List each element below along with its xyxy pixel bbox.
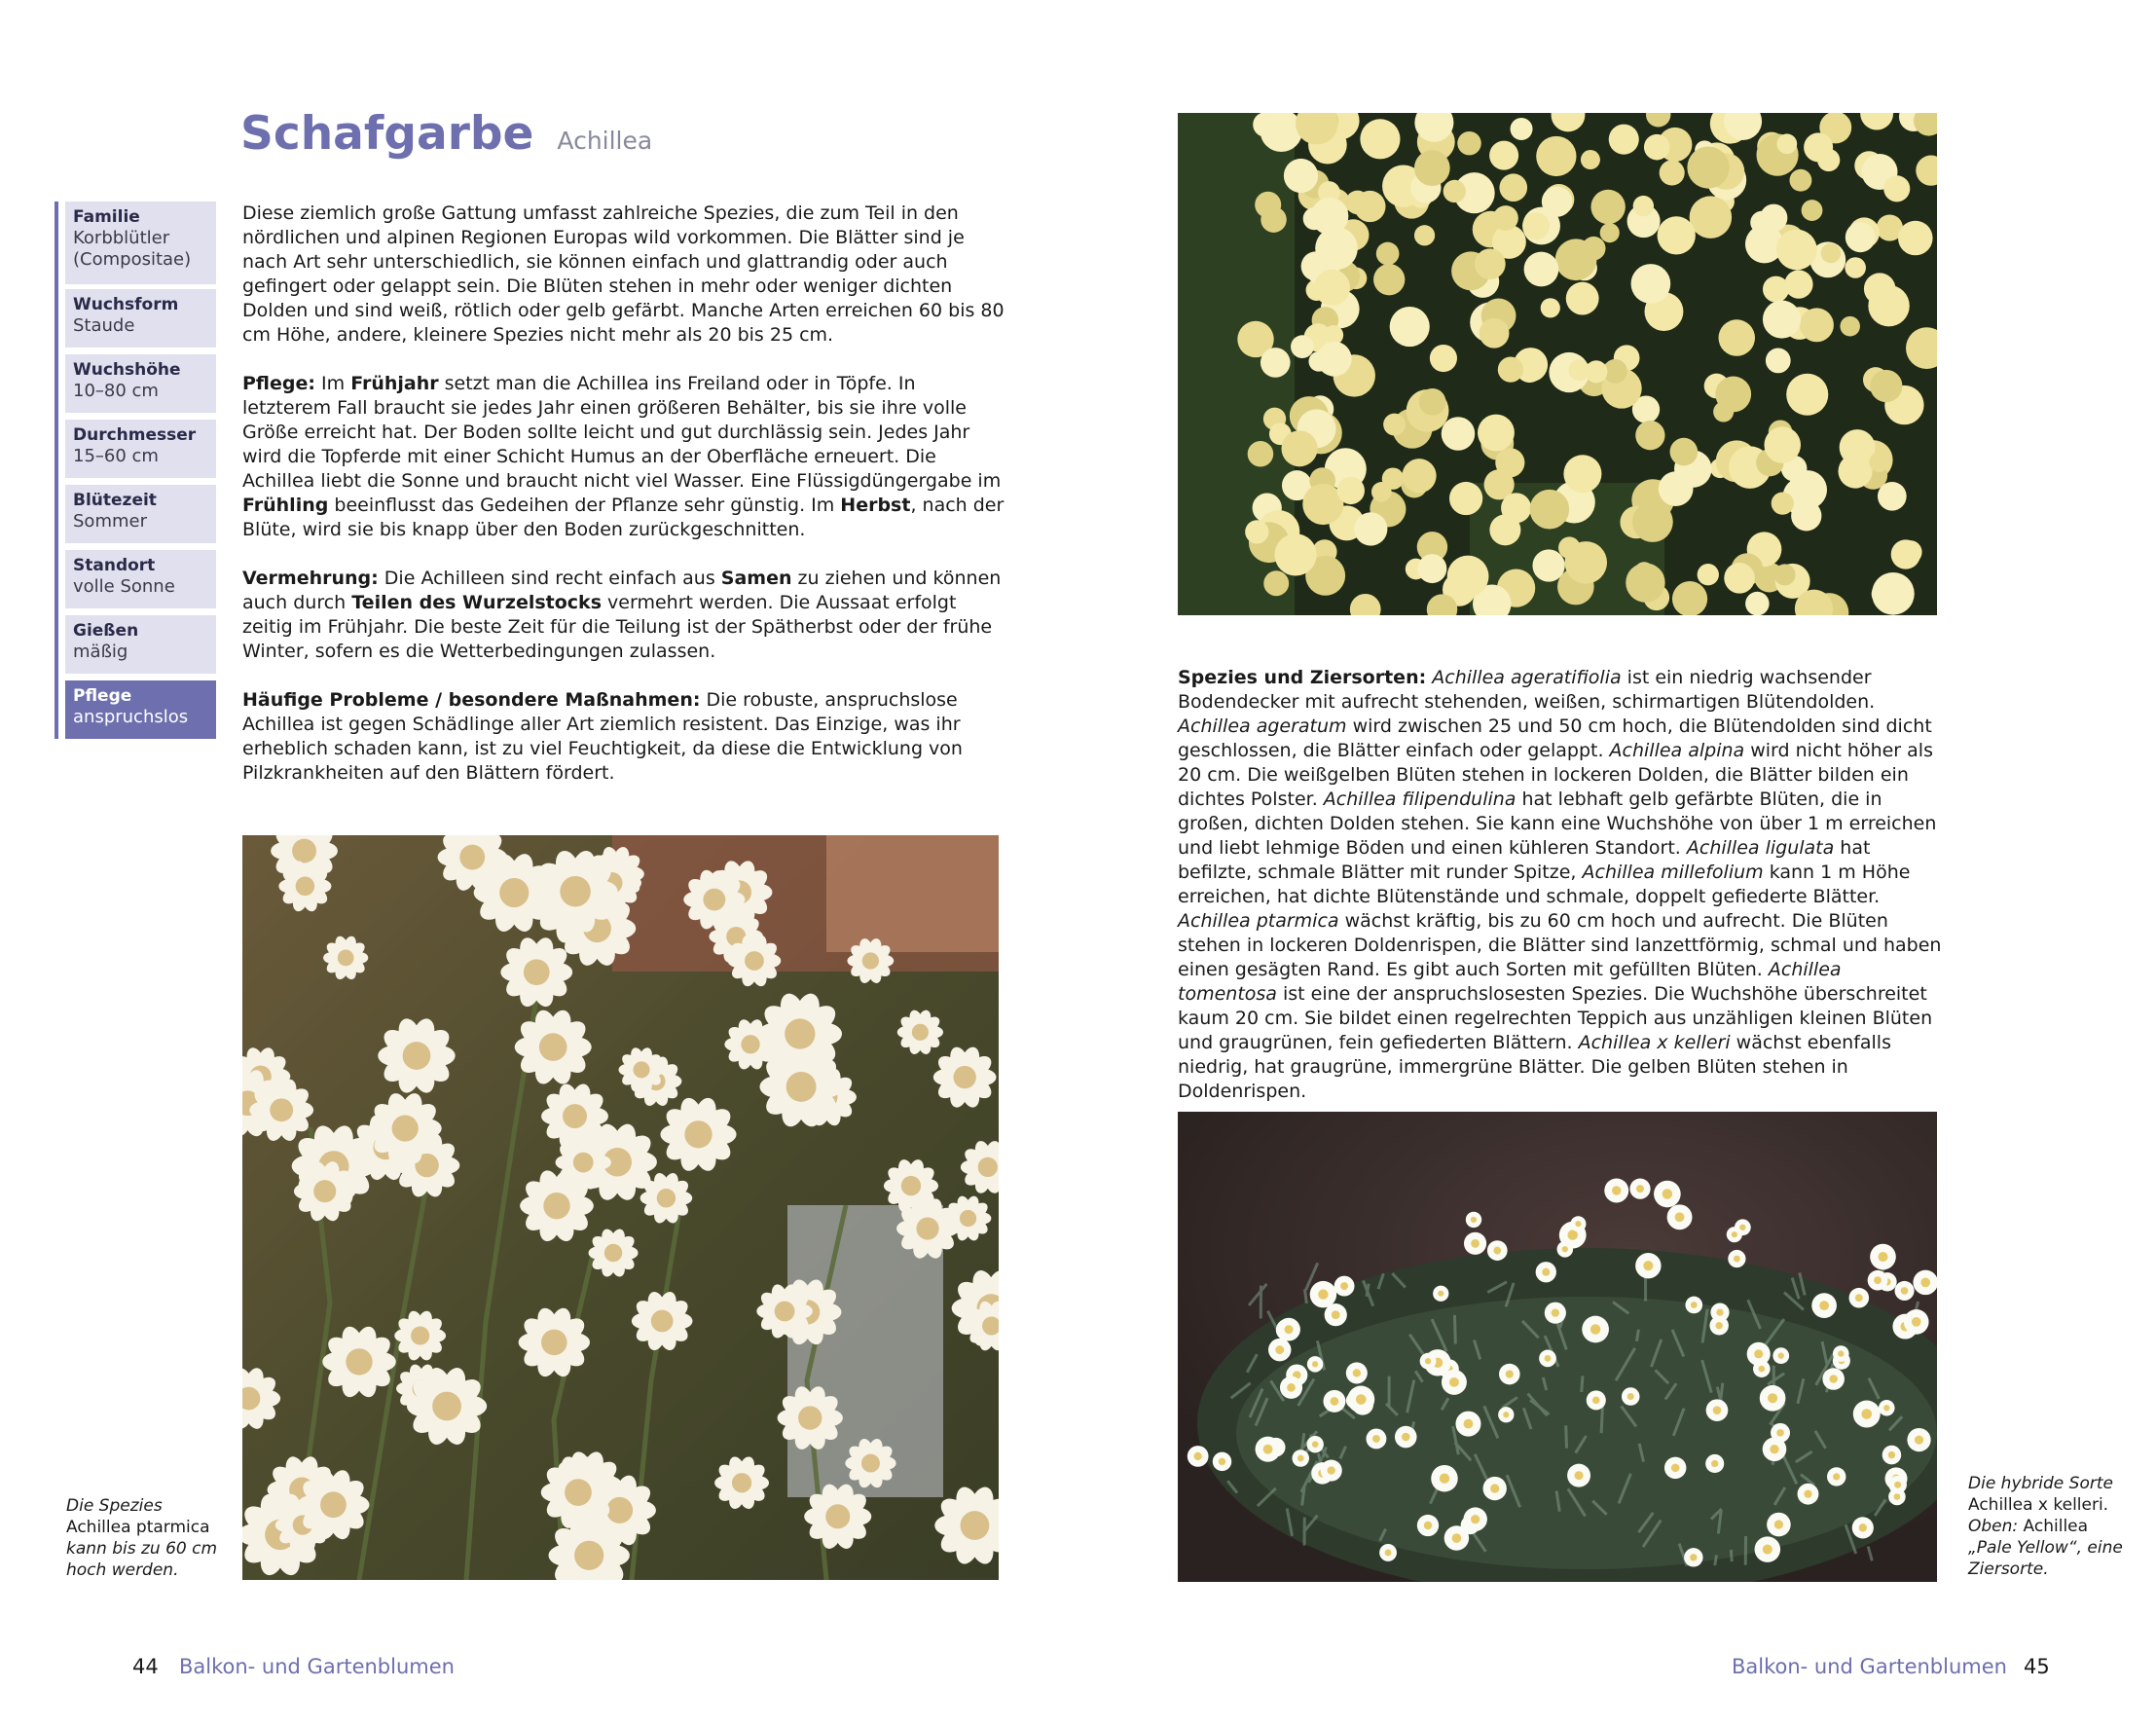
leaf [1367,1284,1369,1297]
flower-cluster [1566,282,1599,315]
spezies-label: Spezies und Ziersorten: [1178,667,1427,688]
daisy [1346,1362,1368,1383]
flower-cluster [1563,455,1601,493]
daisy [1487,1240,1508,1261]
bold-term: Teilen des Wurzelstocks [351,592,603,613]
info-label: Gießen [73,621,139,641]
info-label: Wuchsform [73,295,179,314]
flower-cluster [1530,490,1570,530]
daisy [1879,1400,1895,1416]
flower-cluster [1644,134,1670,161]
info-value: mäßig [73,642,128,662]
daisy [1321,1459,1342,1481]
daisy [1667,1204,1693,1230]
flower-cluster [1360,119,1400,159]
daisy [1395,1426,1417,1449]
info-label: Wuchshöhe [73,360,181,380]
flower-cluster [1766,349,1791,374]
daisy [1760,1385,1786,1412]
text-run: zu ziehen und können auch durch [242,568,1002,613]
text-run: Im [314,373,351,394]
daisy [1755,1536,1781,1562]
flower-cluster [1261,348,1291,378]
flower-cluster [1541,298,1560,317]
flower-cluster [1585,360,1607,383]
flower-cluster [1274,533,1316,575]
flower-cluster [1872,572,1915,615]
daisy [1849,1288,1870,1308]
daisy [1499,1364,1520,1385]
intro-paragraph: Diese ziemlich große Gattung umfasst zahlreiche Spezies, die zum Teil in den nördlichen und alpinen Regionen Europas wild vorkommen. Die Blätter sind je nach Art sehr unterschiedlich, sie können einfach und glattrandig oder auch gefingert oder gelappt sein. Die Blüten stehen in mehr oder weniger dichten Dolden und sind weiß, rötlich oder gelb gefärbt. Manche Arten erreichen 60 bis 80 cm Höhe, andere, kleinere Spezies nicht mehr als 20 bis 25 cm. [242,202,1005,346]
pflege-paragraph [242,372,1006,542]
text-run: Die robuste, anspruchslose Achillea ist gegen Schädlinge aller Art ziemlich resistent. Das Einzige, was ihr erheblich schaden kann, ist zu viel Feuchtigkeit, da diese die Entwicklung von Pilzkrankheiten auf den Blättern fördert. [242,689,963,784]
daisy [1747,1342,1771,1366]
daisy [1771,1423,1790,1443]
title-latin: Achillea [557,127,653,155]
photo-daisy-cushion [1178,1112,1937,1582]
running-head-left: Balkon- und Gartenblumen [179,1655,455,1678]
daisy [1882,1446,1902,1465]
info-box-giessen [65,615,216,674]
caption-text: Die hybride Sorte [1968,1474,2113,1493]
daisy [1545,1303,1566,1324]
left-column-text [242,202,1006,810]
flower-cluster [1804,132,1833,162]
info-value: 15–60 cm [73,446,159,466]
info-box-wuchsform [65,289,216,348]
daisy [1292,1450,1309,1467]
flower-cluster [1475,248,1506,279]
photo-white-flowers [242,835,999,1580]
flower-cluster [1478,415,1515,452]
species-name: Achillea tomentosa [1178,959,1842,1005]
daisy [1379,1544,1397,1561]
photo-achillea-pale-yellow [1178,113,1937,615]
text-run: hat befilzte, schmale Blätter mit runder Spitze, [1178,837,1871,883]
info-value: volle Sonne [73,576,175,597]
right-column-text [1178,666,1942,1128]
daisy [1307,1356,1323,1372]
spezies-paragraph [1178,666,1942,1104]
flower-cluster [1536,136,1576,176]
flower-cluster [1248,441,1274,467]
daisy [1772,1347,1789,1364]
info-value: Staude [73,315,135,336]
text-run: beeinflusst das Gedeihen der Pflanze sehr günstig. Im [328,495,841,516]
flower-cluster [1763,300,1801,338]
info-box-standort [65,550,216,608]
daisy [1706,1399,1729,1421]
flower-cluster [1840,316,1860,337]
text-run: , nach der Blüte, wird sie bis knapp über den Boden zurückgeschnitten. [242,495,1005,540]
flower-cluster [1532,549,1564,581]
flower-cluster [1542,186,1572,216]
flower-cluster [1763,276,1789,303]
flower-cluster [1786,374,1828,416]
species-name: Achillea ageratum [1178,716,1347,737]
info-value: Sommer [73,511,147,532]
text-run: wächst ebenfalls niedrig, hat graugrüne, immergrüne Blätter. Die gelben Blüten stehen in Doldenrispen. [1178,1032,1891,1102]
caption-text: kann bis zu 60 cm hoch werden. [66,1539,218,1580]
daisy [1604,1179,1628,1203]
daisy [1442,1370,1467,1395]
info-label: Standort [73,556,156,575]
daisy [1654,1181,1681,1208]
daisy [1798,1484,1819,1505]
flower-cluster [1883,175,1910,202]
caption-text: „Pale Yellow“, eine Ziersorte. [1968,1538,2123,1579]
flower-cluster [1489,141,1518,170]
daisy [1868,1270,1888,1291]
info-box-wuchshoehe [65,354,216,413]
flower-cluster [1337,477,1365,504]
daisy [1664,1457,1686,1479]
caption-species: Achillea ptarmica [66,1518,210,1537]
flower-cluster [1354,512,1387,545]
flower-cluster [1499,173,1527,202]
daisy [1417,1515,1439,1536]
flower-cluster [1631,264,1671,304]
text-run: ist eine der anspruchslosesten Spezies. Die Wuchshöhe überschreitet kaum 20 cm. Sie bildet einen regelrechten Teppich aus unzähligen kleinen Blüten und graugrünen, fein gefiederten Blättern. [1178,983,1933,1053]
daisy [1277,1318,1300,1341]
daisy [1431,1465,1458,1492]
flower-cluster [1590,190,1625,224]
pflege-label: Pflege: [242,373,315,394]
flower-cluster [1670,438,1699,466]
flower-cluster [1838,455,1872,489]
caption-species: Achillea x kelleri. [1968,1495,2109,1515]
daisy [1895,1281,1915,1301]
leaf [1304,1289,1306,1303]
flower-cluster [1687,146,1729,188]
info-label: Blütezeit [73,491,157,510]
flower-cluster [1660,160,1685,185]
flower-cluster [1878,482,1907,511]
flower-cluster [1414,225,1435,245]
daisy [1635,1253,1661,1278]
photo-achillea-ptarmica [242,835,999,1580]
flower-cluster [1457,131,1480,155]
daisy [1827,1467,1845,1486]
flower-cluster [1868,285,1909,326]
caption-text: Die Spezies [66,1496,163,1516]
flower-cluster [1564,541,1607,584]
flower-cluster [1600,223,1620,242]
flower-cluster [1373,264,1405,295]
flower-cluster [1672,581,1707,615]
species-name: Achillea ptarmica [1178,910,1339,932]
flower-cluster [1417,554,1446,583]
flower-cluster [1442,417,1476,451]
text-run: Die Achilleen sind recht einfach aus [378,568,721,589]
daisy [1347,1386,1374,1413]
daisy [1567,1464,1590,1487]
daisy [1709,1316,1728,1335]
info-box-durchmesser [65,420,216,478]
daisy [1684,1548,1702,1566]
daisy [1582,1316,1609,1343]
flower-cluster [1345,191,1370,215]
daisy [1557,1241,1574,1258]
daisy [1622,1387,1640,1406]
daisy [1256,1437,1281,1462]
leaf [1454,1315,1455,1344]
flower-cluster [1480,318,1510,349]
flower-cluster [1719,319,1756,356]
leaf [1566,1425,1567,1448]
leaf [1731,1550,1732,1561]
photo-achillea-kelleri [1178,1112,1937,1582]
page-number-left: 44 [132,1655,159,1678]
daisy [1455,1412,1480,1437]
flower-cluster [1376,242,1400,266]
flower-cluster [1581,150,1600,169]
flower-cluster [1245,520,1268,543]
text-run: wird zwischen 25 und 50 cm hoch, die Blütendolden sind dicht geschlossen, die Blätter einfach oder gelappt. [1178,716,1932,761]
daisy [1366,1429,1386,1450]
leaf [1715,1555,1717,1565]
daisy [1853,1401,1881,1428]
flower-cluster [1317,342,1352,377]
probleme-label: Häufige Probleme / besondere Maßnahmen: [242,689,701,711]
daisy [1685,1297,1702,1314]
flower-cluster [1582,237,1606,261]
flower-cluster [1764,426,1801,463]
flower-cluster [1414,150,1450,186]
flower-cluster [1659,471,1694,506]
flower-cluster [1658,216,1696,254]
daisy [1907,1428,1930,1451]
flower-cluster [1449,482,1482,515]
flower-cluster [1745,592,1770,615]
caption-text: Oben: [1968,1517,2024,1536]
daisy [1728,1250,1745,1267]
flower-cluster [1784,270,1812,298]
flower-cluster [1870,370,1902,402]
flower-cluster [1261,206,1287,233]
daisy [1587,1390,1606,1410]
daisy [1570,1216,1586,1231]
flower-cluster [1724,563,1755,594]
info-label: Durchmesser [73,425,197,445]
daisy [1870,1244,1896,1270]
daisy [1213,1452,1231,1471]
daisy [1913,1270,1937,1296]
flower-cluster [1383,414,1406,436]
species-name: Achillea ageratifiolia [1432,667,1622,688]
species-name: Achillea ligulata [1686,837,1835,859]
daisy [1705,1454,1724,1473]
flower-cluster [1489,514,1520,545]
flower-cluster [1802,200,1823,221]
flower-cluster [1774,564,1796,585]
info-value: anspruchslos [73,707,189,727]
daisy [1904,1309,1929,1335]
flower-cluster [1291,335,1314,358]
daisy [1463,1507,1486,1530]
leaf [1601,1405,1602,1433]
flower-cluster [1800,308,1834,342]
daisy [1334,1276,1355,1297]
flower-cluster [1898,221,1933,256]
flower-cluster [1869,452,1889,472]
flower-cluster [1776,230,1817,271]
daisy [1822,1368,1845,1390]
flower-cluster [1493,205,1518,231]
daisy [1852,1517,1874,1538]
daisy [1420,1353,1437,1370]
flower-cluster [1498,356,1523,382]
page-title [240,107,652,161]
leaf [1636,1330,1638,1341]
flower-cluster [1430,345,1457,372]
page-number-right: 45 [2024,1655,2050,1678]
flower-cluster [1690,196,1732,238]
text-run: hat lebhaft gelb gefärbte Blüten, die in großen, dichten Dolden stehen. Sie kann eine Wuchshöhe von über 1 m erreichen und liebt lehmige Böden und einen kühleren Standort. [1178,789,1937,859]
text-run: vermehrt werden. Die Aussaat erfolgt zeitig im Frühjahr. Die beste Zeit für die Teilung ist der Spätherbst oder der frühe Winter, sofern es die Wetterbedingungen zulassen. [242,592,993,662]
text-run: wird nicht höher als 20 cm. Die weißgelben Blüten stehen in lockeren Dolden, die Blätter bilden ein dichtes Polster. [1178,740,1933,810]
flower-cluster [1776,133,1797,154]
daisy [1323,1390,1345,1413]
flower-cluster [1793,486,1818,511]
bold-term: Herbst [840,495,911,516]
bold-term: Frühjahr [350,373,439,394]
flower-cluster [1495,448,1524,477]
daisy [1811,1293,1837,1318]
flower-cluster [1845,222,1876,252]
species-name: Achillea filipendulina [1323,789,1517,810]
flower-cluster [1626,563,1664,602]
flower-cluster [1443,180,1466,202]
photo-yellow-flowers [1178,113,1937,615]
caption-left [66,1495,232,1581]
info-label: Familie [73,207,140,227]
flower-cluster [1281,430,1317,466]
daisy [1483,1477,1507,1500]
caption-right [1968,1473,2143,1580]
flower-cluster [1750,211,1773,235]
flower-cluster [1821,243,1841,263]
flower-cluster [1698,564,1719,585]
flower-cluster [1402,459,1436,493]
info-value: Korbblütler (Compositae) [73,228,192,270]
daisy [1498,1407,1514,1422]
info-box-pflege [65,680,216,739]
bold-term: Samen [720,568,792,589]
daisy [1188,1446,1209,1467]
caption-species: Achillea [2023,1517,2089,1536]
flower-cluster [1263,570,1289,596]
text-run: setzt man die Achillea ins Freiland oder in Töpfe. In letzterem Fall braucht sie jedes Jahr einen größeren Behälter, bis sie ihre volle Größe erreicht hat. Der Boden sollte leicht und gut durchlässig sein. Jedes Jahr wird die Topferde mit einer Schicht Humus an der Oberfläche erneuert. Die Achillea liebt die Sonne und braucht nicht viel Wasser. Eine Flüssigdüngergabe im [242,373,1002,492]
flower-cluster [1790,169,1812,192]
daisy [1888,1476,1907,1494]
info-box-bluetezeit [65,485,216,543]
species-name: Achillea millefolium [1582,862,1764,883]
info-label: Pflege [73,686,132,706]
daisy [1310,1281,1336,1307]
flower-cluster [1635,421,1664,450]
flower-cluster [1524,252,1559,287]
species-name: Achillea x kelleri [1578,1032,1731,1053]
flower-cluster [1284,159,1318,193]
daisy [1833,1345,1849,1362]
flower-cluster [1891,539,1920,569]
bold-term: Frühling [242,495,329,516]
flower-cluster [1419,388,1446,416]
vermehrung-paragraph [242,567,1006,664]
flower-cluster [1511,118,1533,140]
flower-cluster [1390,307,1430,347]
flower-cluster [1447,556,1489,598]
daisy [1268,1339,1291,1361]
running-head-right: Balkon- und Gartenblumen [1732,1655,2007,1678]
flower-cluster [1715,377,1751,413]
daisy [1433,1286,1448,1302]
sidebar-accent-line [55,202,58,739]
info-value: 10–80 cm [73,381,159,401]
daisy [1727,1227,1742,1242]
vermehrung-label: Vermehrung: [242,568,379,589]
leaf [1582,1376,1583,1392]
info-box-familie [65,202,216,284]
daisy [1280,1376,1302,1399]
daisy [1629,1179,1650,1199]
title-common: Schafgarbe [240,107,534,161]
flower-cluster [1314,270,1350,306]
daisy [1536,1262,1556,1282]
flower-cluster [1772,492,1794,514]
probleme-paragraph [242,688,1006,786]
daisy [1464,1232,1486,1255]
daisy [1466,1212,1481,1228]
daisy [1767,1513,1791,1537]
flower-cluster [1609,125,1639,155]
flower-cluster [1371,482,1392,502]
flower-cluster [1845,257,1866,278]
daisy [1306,1436,1323,1452]
text-run: wächst kräftig, bis zu 60 cm hoch und aufrecht. Die Blüten stehen in lockeren Doldenrispen, die Blätter sind lanzettförmig, schmal und haben einen gesägten Rand. Es gibt auch Sorten mit gefüllten Blüten. [1178,910,1942,980]
species-name: Achillea alpina [1609,740,1745,761]
daisy [1539,1350,1556,1368]
flower-cluster [1633,196,1654,216]
flower-cluster [1522,212,1550,239]
text-run: ist ein niedrig wachsender Bodendecker mit aufrecht stehenden, weißen, schirmartigen Blütendolden. [1178,667,1876,713]
text-run: kann 1 m Höhe erreichen, hat dichte Blütenstände und schmale, doppelt gefiederte Blätter. [1178,862,1911,907]
